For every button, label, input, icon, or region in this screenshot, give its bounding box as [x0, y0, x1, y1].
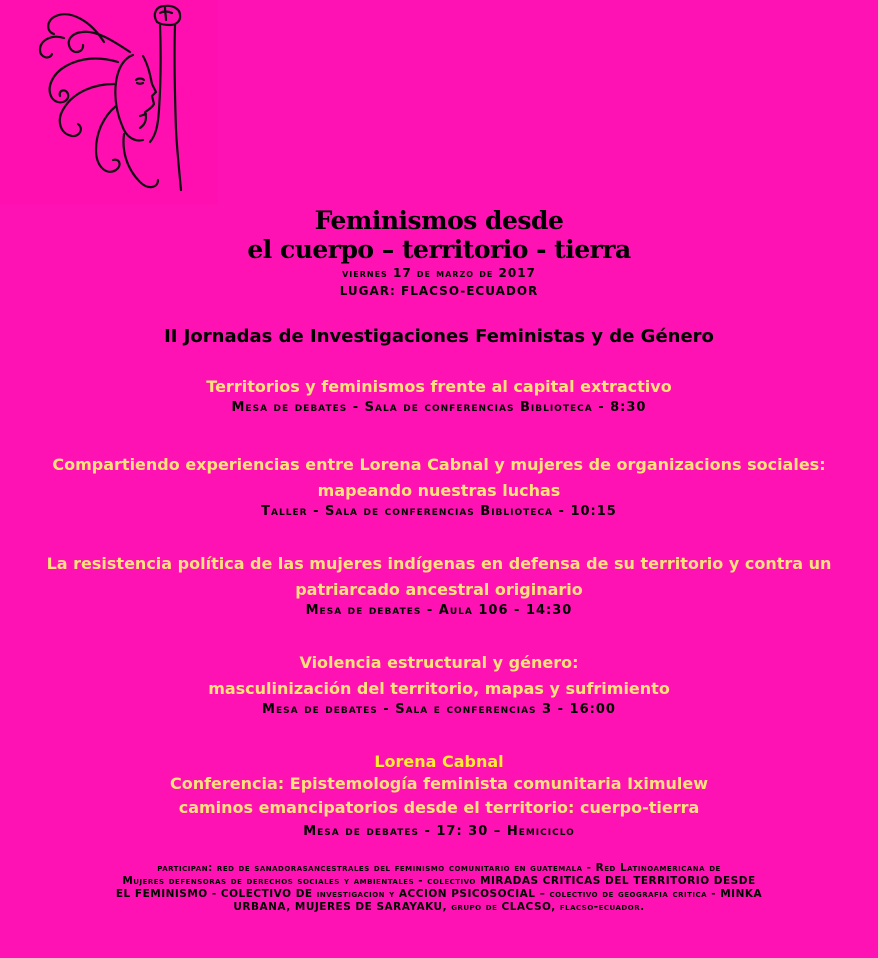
event-1-title: Territorios y feminismos frente al capital extractivo	[206, 377, 672, 396]
keynote-meta: Mesa de debates - 17: 30 – Hemiciclo	[303, 824, 575, 839]
participants-line-4: URBANA, MUJERES DE SARAYAKU, grupo de CLACSO, flacso-ecuador.	[233, 901, 645, 913]
participants	[0, 862, 878, 914]
event-2-title-line-2: mapeando nuestras luchas	[317, 481, 561, 500]
event-place: LUGAR: FLACSO-ECUADOR	[339, 284, 539, 298]
event-4-title-line-2: masculinización del territorio, mapas y sufrimiento	[208, 679, 670, 698]
event-2-title-line-1: Compartiendo experiencias entre Lorena Cabnal y mujeres de organizacions sociales:	[52, 455, 826, 474]
woman-raised-fist-drawing-icon	[0, 0, 218, 205]
event-3-meta: Mesa de debates - Aula 106 - 14:30	[305, 603, 573, 618]
title-line-1: Feminismos desde	[314, 206, 564, 235]
event-3-title-line-1: La resistencia política de las mujeres indígenas en defensa de su territorio y contra un	[46, 554, 832, 573]
event-1-meta: Mesa de debates - Sala de conferencias Biblioteca - 8:30	[231, 400, 647, 415]
keynote	[0, 752, 878, 840]
participants-line-1: participan: red de sanadorasancestrales del feminismo comunitario en guatemala - Red Latinoamericana de	[157, 862, 721, 874]
keynote-line-1: Conferencia: Epistemología feminista comunitaria Iximulew	[169, 774, 709, 793]
participants-line-2: Mujeres defensoras de derechos sociales y ambientales - colectivo MIRADAS CRITICAS DEL TERRITORIO DESDE	[122, 875, 756, 887]
event-4	[0, 650, 878, 718]
event-3-title-line-2: patriarcado ancestral originario	[295, 580, 583, 599]
event-4-title-line-1: Violencia estructural y género:	[299, 653, 579, 672]
event-date: viernes 17 de marzo de 2017	[342, 266, 536, 280]
main-title	[0, 206, 878, 264]
keynote-speaker: Lorena Cabnal	[374, 752, 504, 771]
logo	[0, 0, 218, 205]
conference-subtitle: II Jornadas de Investigaciones Feministas y de Género	[164, 326, 714, 347]
participants-line-3: EL FEMINISMO - COLECTIVO DE investigacion y ACCION PSICOSOCIAL – colectivo de geografia critica - MINKA	[115, 888, 763, 900]
event-2	[0, 452, 878, 520]
event-4-meta: Mesa de debates - Sala e conferencias 3 - 16:00	[262, 702, 616, 717]
event-1	[0, 374, 878, 416]
title-line-2: el cuerpo – territorio - tierra	[247, 235, 631, 264]
event-3	[0, 551, 878, 619]
event-2-meta: Taller - Sala de conferencias Biblioteca - 10:15	[261, 504, 617, 519]
keynote-line-2: caminos emancipatorios desde el territorio: cuerpo-tierra	[178, 798, 700, 817]
